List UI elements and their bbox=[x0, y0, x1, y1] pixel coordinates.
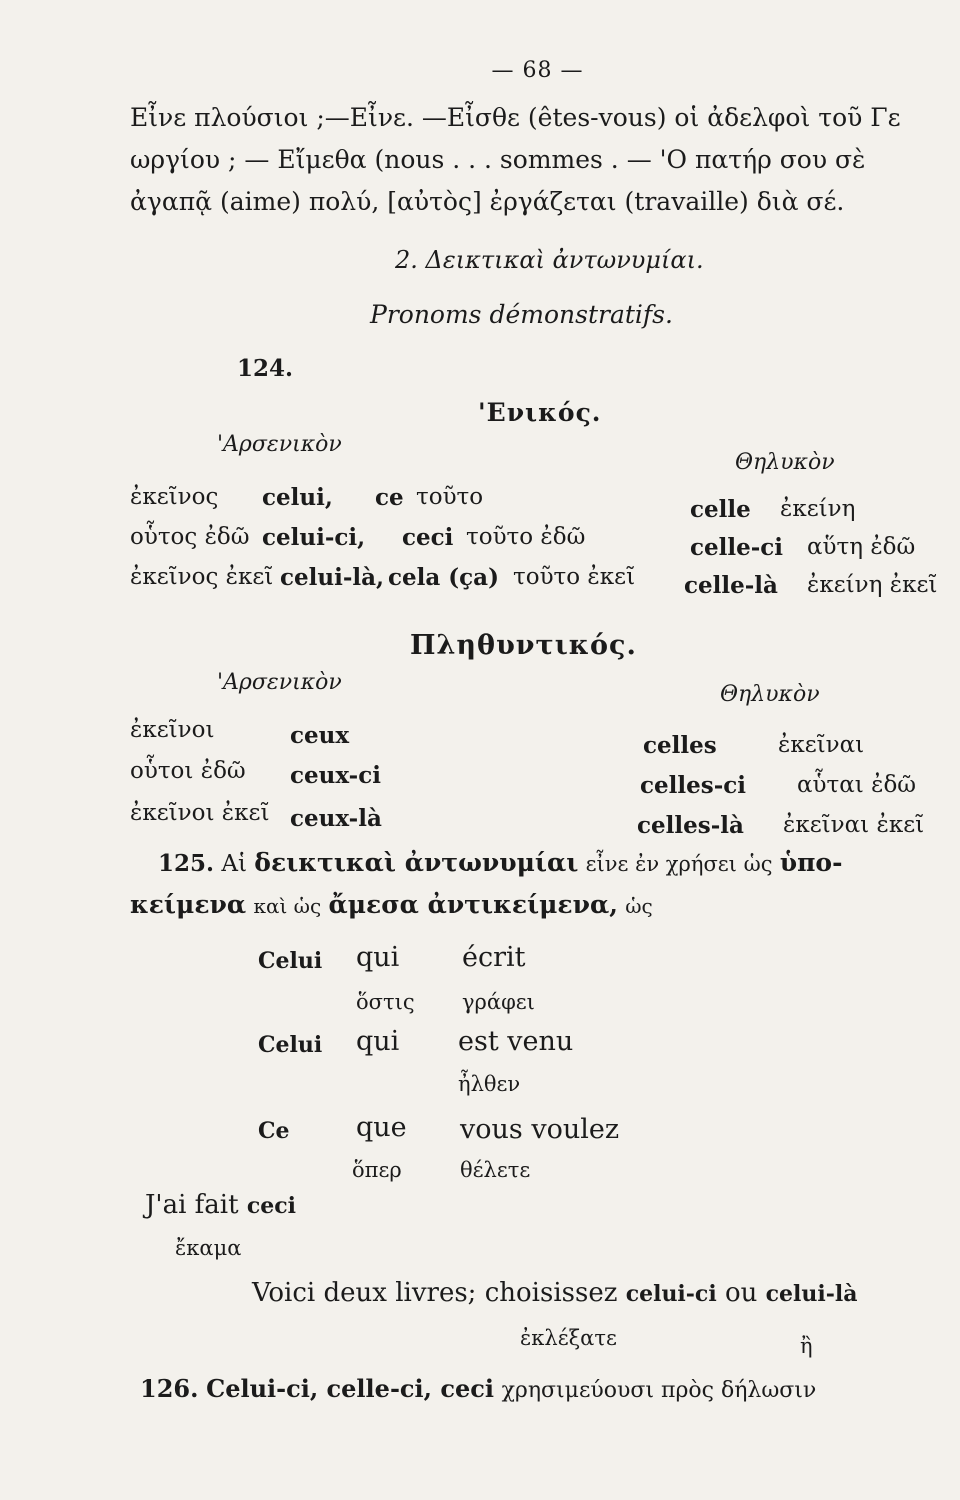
text: Aἱ bbox=[221, 851, 247, 877]
greek-fem: αὗται ἐδῶ bbox=[797, 772, 917, 798]
text: καὶ ὡς bbox=[253, 894, 322, 918]
greek-fem: ἐκείνη bbox=[780, 496, 856, 522]
text: ou bbox=[724, 1278, 758, 1308]
greek-fem: ἐκείνη ἐκεῖ bbox=[807, 572, 938, 598]
bold-term: ἄμεσα ἀντικείμενα, bbox=[328, 890, 618, 919]
french-neuter: ce bbox=[375, 484, 404, 511]
greek-neuter: τοῦτο ἐκεῖ bbox=[513, 564, 636, 590]
bold-term: ὑπο- bbox=[779, 848, 843, 877]
french-masc: celui, bbox=[262, 484, 333, 511]
example-2-french-3: est venu bbox=[458, 1026, 574, 1057]
plural-heading: Πληθυντικός. bbox=[410, 630, 637, 661]
french-fem: celle bbox=[690, 496, 751, 523]
bold-term: celui-là bbox=[765, 1281, 858, 1307]
example-3-french-1: Ce bbox=[258, 1118, 290, 1144]
feminine-label: Θηλυκὸν bbox=[735, 450, 835, 475]
singular-heading: 'Eνικός. bbox=[478, 398, 602, 427]
greek-masc: οὗτος ἐδῶ bbox=[130, 524, 250, 550]
bold-term: ceci bbox=[246, 1193, 296, 1219]
french-masc: celui-ci, bbox=[262, 524, 366, 551]
paragraph-125-line-1 bbox=[158, 848, 842, 877]
greek-fem: αὕτη ἐδῶ bbox=[807, 534, 916, 560]
example-5-greek-2: ἢ bbox=[800, 1334, 813, 1358]
bold-term: δεικτικαὶ ἀντωνυμίαι bbox=[254, 848, 579, 877]
greek-fem: ἐκεῖναι ἐκεῖ bbox=[783, 812, 925, 838]
text: Voici deux livres; choisissez bbox=[252, 1278, 618, 1308]
example-4-line bbox=[145, 1190, 296, 1220]
example-1-french-3: écrit bbox=[462, 942, 526, 973]
example-3-french-3: vous voulez bbox=[460, 1114, 620, 1145]
example-1-greek-2: ὅστις bbox=[356, 990, 415, 1014]
french-masc: ceux-ci bbox=[290, 762, 381, 789]
french-masc: celui-là, bbox=[280, 564, 385, 591]
text: εἶνε ἐν χρήσει ὡς bbox=[585, 852, 773, 876]
greek-masc: οὗτοι ἐδῶ bbox=[130, 758, 246, 784]
french-fem: celles bbox=[643, 732, 717, 759]
intro-line-2: ωργίου ; — Eἴμεθα (nous . . . sommes . — 'O πατήρ σου σὲ bbox=[130, 145, 866, 174]
text: ὡς bbox=[625, 894, 653, 918]
greek-masc: ἐκεῖνοι bbox=[130, 717, 215, 743]
text: J'ai fait bbox=[145, 1190, 239, 1220]
example-1-greek-3: γράφει bbox=[462, 990, 535, 1014]
bold-term: κείμενα bbox=[130, 890, 247, 919]
plural-feminine-label: Θηλυκὸν bbox=[720, 682, 820, 707]
example-3-greek-2: ὅπερ bbox=[352, 1158, 402, 1182]
greek-neuter: τοῦτο bbox=[416, 484, 484, 510]
paragraph-125-number: 125. bbox=[158, 850, 215, 877]
intro-line-3: ἀγαπᾷ (aime) πολύ, [αὐτὸς] ἐργάζεται (travaille) διὰ σέ. bbox=[130, 187, 845, 216]
bold-term: Celui-ci, celle-ci, ceci bbox=[206, 1374, 494, 1403]
french-fem: celle-ci bbox=[690, 534, 784, 561]
bold-term: celui-ci bbox=[625, 1281, 717, 1307]
french-neuter: ceci bbox=[402, 524, 454, 551]
example-3-greek-3: θέλετε bbox=[460, 1158, 531, 1182]
example-1-french-1: Celui bbox=[258, 948, 323, 974]
french-fem: celle-là bbox=[684, 572, 778, 599]
greek-fem: ἐκεῖναι bbox=[778, 732, 865, 758]
greek-masc: ἐκεῖνοι ἐκεῖ bbox=[130, 800, 270, 826]
example-2-greek-3: ἦλθεν bbox=[458, 1072, 521, 1096]
example-1-french-2: qui bbox=[356, 942, 400, 973]
paragraph-125-line-2 bbox=[130, 890, 653, 919]
example-3-french-2: que bbox=[356, 1112, 407, 1143]
greek-masc: ἐκεῖνος bbox=[130, 484, 219, 510]
intro-line-1: Eἶνε πλούσιοι ;—Eἶνε. —Eἶσθε (êtes-vous) οἱ ἀδελφοὶ τοῦ Γε bbox=[130, 103, 901, 132]
example-5-greek-1: ἐκλέξατε bbox=[520, 1326, 617, 1350]
french-fem: celles-ci bbox=[640, 772, 746, 799]
section-title: 2. Δεικτικαὶ ἀντωνυμίαι. bbox=[395, 246, 704, 274]
table-row bbox=[130, 484, 218, 510]
greek-masc: ἐκεῖνος ἐκεῖ bbox=[130, 564, 274, 590]
french-neuter: cela (ça) bbox=[388, 564, 499, 591]
plural-masculine-label: 'Aρσενικὸν bbox=[217, 670, 342, 695]
example-4-greek: ἔκαμα bbox=[175, 1236, 242, 1260]
example-2-french-2: qui bbox=[356, 1026, 400, 1057]
example-5-line bbox=[252, 1278, 857, 1308]
french-masc: ceux-là bbox=[290, 805, 382, 832]
masculine-label: 'Aρσενικὸν bbox=[217, 432, 342, 457]
paragraph-126-line bbox=[140, 1374, 816, 1403]
section-subtitle: Pronoms démonstratifs. bbox=[370, 300, 673, 329]
paragraph-124-number: 124. bbox=[237, 355, 294, 382]
french-fem: celles-là bbox=[637, 812, 744, 839]
greek-neuter: τοῦτο ἐδῶ bbox=[466, 524, 586, 550]
example-2-french-1: Celui bbox=[258, 1032, 323, 1058]
page-number: — 68 — bbox=[491, 58, 584, 83]
french-masc: ceux bbox=[290, 722, 350, 749]
paragraph-126-number: 126. bbox=[140, 1374, 199, 1403]
text: χρησιμεύουσι πρὸς δήλωσιν bbox=[501, 1378, 817, 1403]
